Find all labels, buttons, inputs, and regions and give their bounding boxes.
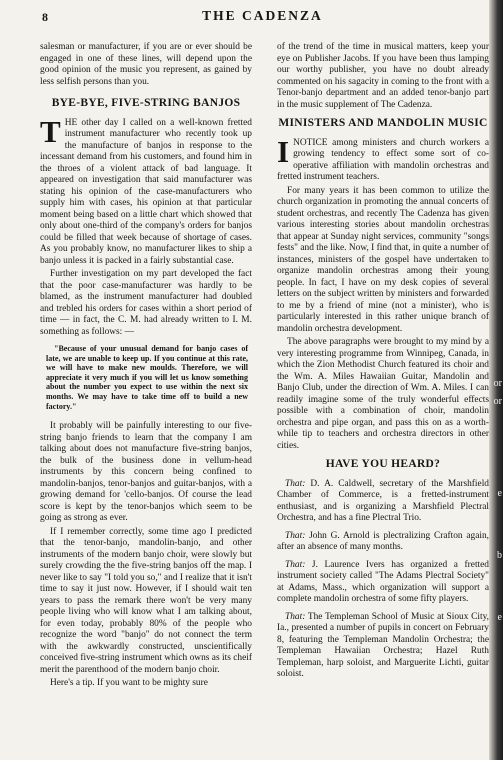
ministers-paragraph-1 (277, 133, 489, 184)
banjos-paragraph-3: It probably will be painfully interesting to our five-string banjo friends to learn that the company I am talking about does not manufacture five-string banjos, the bulk of the business done in vellum-head instruments by this concern being confined to mandolin-banjos, tenor-banjos and guitar-banjos, with a growing demand for 'cello-banjos. Of course the lead score is kept by the tenor-banjos which seem to be going as strong as ever. (40, 421, 252, 524)
drop-cap-t: T (40, 113, 61, 149)
news-item-3-text: J. Laurence Ivers has organized a fretted instrument society called "The Adams Plectral Society" at Adams, Mass., which organization will support a complete mandolin orchestra of some fifty players. (277, 559, 489, 604)
left-intro-paragraph: salesman or manufacturer, if you are or ever should be engaged in one of these lines, will depend upon the good opinion of the music you represent, as gained by less selfish persons than you. (40, 42, 252, 87)
news-item-2-text: John G. Arnold is plectralizing Crafton again, after an absence of many months. (277, 530, 489, 552)
banjos-paragraph-1-text: HE other day I called on a well-known fretted instrument manufacturer who recently took up the manufacture of banjos in response to the incessant demand from his customers, and found him in the throes of a violent attack of bad language. It appeared on investigation that said manufacturer was stating his opinion of the case-manufacturers who supply him with cases, his opinion at that particular moment being based on a little chart which showed that only about one-third of the company's orders for banjos could be filled that week because of shortage of cases. As you probably know, no manufacturer likes to ship a banjo unless it is packed in a fairly substantial case. (40, 117, 252, 266)
that-label: That: (285, 611, 306, 622)
left-column (40, 42, 252, 692)
article-heading-ministers: MINISTERS AND MANDOLIN MUSIC (278, 117, 488, 129)
banjos-paragraph-4: If I remember correctly, some time ago I predicted that the tenor-banjo, mandolin-banjo, and other instruments of the modern banjo choir, were slowly but surely crowding the the five-string banjos off the map. I never like to say "I told you so," and I realize that it isn't time to say it just now. However, if I should wait ten years to pass the remark there won't be very many people living who will know what I am talking about, for even today, probably 80% of the people who recognize the word "banjo" do not connect the term with the awkwardly constructed, unscientifically conceived five-string instrument which owns as its cheif merit the parenthood of the modern banjo choir. (40, 526, 252, 675)
banjos-paragraph-5: Here's a tip. If you want to be mighty sure (50, 678, 208, 689)
ministers-paragraph-3: The above paragraphs were brought to my mind by a very interesting programme from Winnipeg, Canada, in which the Zion Methodist Church featured its choir and the Wm. A. Miles Hawaiian Guitar, Mandolin and Banjo Club, under the direction of Wm. A. Miles. I can readily imagine some of the truly wonderful effects possible with a combination of choir, mandolin orchestra and pipe organ, and pass this on as a worth-while tip to teachers and orchestra directors in other cities. (277, 337, 489, 451)
edge-letter: or (493, 396, 502, 407)
that-label: That: (285, 478, 306, 489)
news-item-4-text: The Templeman School of Music at Sioux City, Ia., presented a number of pupils in concert on February 8, featuring the Templeman Mandolin Orchestra; the Templeman Hawaiian Orchestra; Hazel Ruth Templeman, harp soloist, and Marguerite Lichti, guitar soloist. (277, 611, 490, 679)
edge-letter: b (497, 550, 502, 561)
article-heading-banjos: BYE-BYE, FIVE-STRING BANJOS (51, 97, 241, 109)
banjos-paragraph-2: Further investigation on my part developed the fact that the poor case-manufacturer was hardly to be blamed, as the instrument manufacturer had doubled and trebled his orders for cases within a short period of time — in fact, the C. M. had already written to I. M. something as follows: — (40, 269, 252, 337)
that-label: That: (285, 530, 306, 541)
page-number: 8 (42, 10, 48, 24)
running-title: THE CADENZA (202, 8, 323, 23)
edge-letter: e (497, 488, 502, 499)
ministers-paragraph-1-text: NOTICE among ministers and church workers a growing tendency to effect some sort of co-operative affiliation with mandolin orchestras and fretted instrument teachers. (277, 137, 489, 182)
news-item-1 (277, 479, 489, 525)
that-label: That: (285, 559, 306, 570)
news-item-3 (277, 560, 489, 606)
right-column (277, 42, 489, 687)
quoted-letter-text: "Because of your unusual demand for banjo cases of late, we are unable to keep up. If you continue at this rate, we will have to make new moulds. Therefore, we will appreciate it very much if you will let us know something about the number you expect to use within the next six months. We may have to take time off to build a new factory." (46, 344, 248, 411)
page-header (40, 6, 485, 28)
edge-letter: e (497, 612, 502, 623)
right-intro-paragraph: of the trend of the time in musical matters, keep your eye on Publisher Jacobs. If you have been thus lamping our worthy publisher, you have no doubt already commented on his sagacity in coming to the front with a Tenor-banjo department and an added tenor-banjo part in the music supplement of The Cadenza. (277, 42, 489, 110)
news-item-2 (277, 531, 489, 554)
news-item-1-text: D. A. Caldwell, secretary of the Marshfield Chamber of Commerce, is a fretted-instrument enthusiast, and is organizing a Marshfield Plectral Orchestra, and has a fine Plectral Trio. (277, 478, 489, 523)
adjacent-page-edge (489, 0, 503, 760)
quoted-letter (46, 344, 248, 411)
edge-letter: or (493, 378, 502, 389)
news-item-4 (277, 612, 489, 681)
article-heading-have-you-heard: HAVE YOU HEARD? (325, 458, 441, 470)
banjos-paragraph-1 (40, 113, 252, 268)
ministers-paragraph-2: For many years it has been common to utilize the church organization in promoting the annual concerts of student orchestras, and recently The Cadenza has given various interesting stories about mandolin orchestras that appear at Sunday night services, community "songs fests" and the like. Now, I find that, in quite a number of instances, ministers of the gospel have undertaken to organize mandolin orchestras among their young people. In fact, I have on my desk copies of several letters on the subject written by ministers and forwarded to me by a friend of mine (not a minister), who is particularly interested in this rather unique branch of mandolin orchestra development. (277, 185, 489, 334)
drop-cap-i: I (277, 133, 290, 169)
